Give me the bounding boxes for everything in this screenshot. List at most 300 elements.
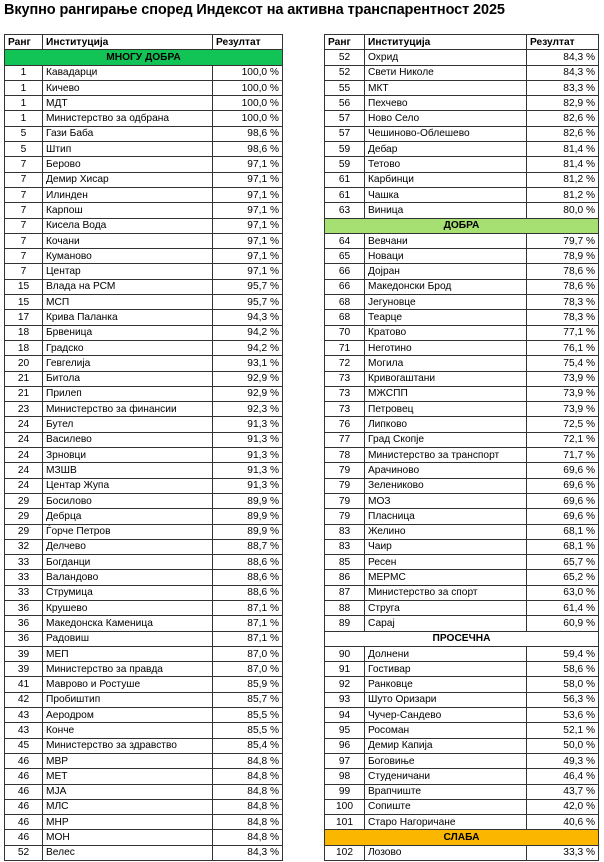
table-row: [5, 509, 283, 524]
table-row: [325, 723, 599, 738]
header-institution: Институција: [43, 35, 213, 50]
table-row: [325, 509, 599, 524]
score-cell: 91,3 %: [213, 432, 283, 447]
table-row: [325, 738, 599, 753]
table-row: [5, 677, 283, 692]
institution-cell: Демир Капија: [365, 738, 527, 753]
institution-cell: Кичево: [43, 80, 213, 95]
score-cell: 88,7 %: [213, 539, 283, 554]
institution-cell: Кисела Вода: [43, 218, 213, 233]
score-cell: 94,2 %: [213, 340, 283, 355]
table-row: [5, 325, 283, 340]
rank-cell: 1: [5, 80, 43, 95]
score-cell: 50,0 %: [527, 738, 599, 753]
institution-cell: МДТ: [43, 96, 213, 111]
rank-cell: 24: [5, 463, 43, 478]
table-row: [5, 524, 283, 539]
rank-cell: 101: [325, 815, 365, 830]
institution-cell: Кавадарци: [43, 65, 213, 80]
table-row: [5, 142, 283, 157]
table-row: [325, 203, 599, 218]
table-row: [5, 203, 283, 218]
rank-cell: 21: [5, 386, 43, 401]
score-cell: 88,6 %: [213, 555, 283, 570]
score-cell: 58,6 %: [527, 662, 599, 677]
score-cell: 49,3 %: [527, 753, 599, 768]
institution-cell: Министерство за спорт: [365, 585, 527, 600]
rank-cell: 79: [325, 463, 365, 478]
institution-cell: МЖСПП: [365, 386, 527, 401]
table-row: [5, 784, 283, 799]
rank-cell: 57: [325, 111, 365, 126]
rank-cell: 95: [325, 723, 365, 738]
rank-cell: 5: [5, 142, 43, 157]
institution-cell: Тетово: [365, 157, 527, 172]
institution-cell: Министерство за транспорт: [365, 448, 527, 463]
rank-cell: 59: [325, 142, 365, 157]
table-row: [5, 386, 283, 401]
institution-cell: Струмица: [43, 585, 213, 600]
score-cell: 87,1 %: [213, 631, 283, 646]
institution-cell: Липково: [365, 417, 527, 432]
score-cell: 87,1 %: [213, 616, 283, 631]
table-row: [325, 784, 599, 799]
table-row: [325, 753, 599, 768]
category-label: ПРОСЕЧНА: [325, 631, 599, 646]
rank-cell: 79: [325, 478, 365, 493]
table-row: [5, 708, 283, 723]
institution-cell: Центар Жупа: [43, 478, 213, 493]
rank-cell: 45: [5, 738, 43, 753]
score-cell: 84,8 %: [213, 753, 283, 768]
table-row: [325, 386, 599, 401]
rank-cell: 71: [325, 340, 365, 355]
rank-cell: 96: [325, 738, 365, 753]
rank-cell: 68: [325, 310, 365, 325]
institution-cell: Чашка: [365, 187, 527, 202]
rank-cell: 7: [5, 187, 43, 202]
score-cell: 63,0 %: [527, 585, 599, 600]
table-row: [5, 417, 283, 432]
rank-cell: 29: [5, 509, 43, 524]
table-row: [5, 172, 283, 187]
score-cell: 69,6 %: [527, 493, 599, 508]
institution-cell: Долнени: [365, 646, 527, 661]
ranking-table-left: [4, 34, 283, 861]
table-row: [325, 478, 599, 493]
table-row: [5, 432, 283, 447]
score-cell: 77,1 %: [527, 325, 599, 340]
score-cell: 100,0 %: [213, 65, 283, 80]
institution-cell: Куманово: [43, 249, 213, 264]
rank-cell: 102: [325, 845, 365, 860]
rank-cell: 65: [325, 249, 365, 264]
rank-cell: 33: [5, 570, 43, 585]
table-row: [5, 478, 283, 493]
institution-cell: МОН: [43, 830, 213, 845]
rank-cell: 24: [5, 448, 43, 463]
score-cell: 89,9 %: [213, 524, 283, 539]
header-row: [5, 35, 283, 50]
institution-cell: МЛС: [43, 799, 213, 814]
institution-cell: Кривогаштани: [365, 371, 527, 386]
rank-cell: 7: [5, 218, 43, 233]
score-cell: 91,3 %: [213, 417, 283, 432]
institution-cell: Градско: [43, 340, 213, 355]
rank-cell: 15: [5, 295, 43, 310]
table-row: [5, 662, 283, 677]
rank-cell: 66: [325, 264, 365, 279]
score-cell: 92,9 %: [213, 386, 283, 401]
rank-cell: 43: [5, 708, 43, 723]
score-cell: 94,2 %: [213, 325, 283, 340]
score-cell: 85,5 %: [213, 708, 283, 723]
rank-cell: 20: [5, 356, 43, 371]
table-row: [325, 142, 599, 157]
table-row: [325, 677, 599, 692]
table-row: [5, 646, 283, 661]
rank-cell: 52: [325, 65, 365, 80]
table-row: [325, 80, 599, 95]
table-row: [5, 493, 283, 508]
rank-cell: 36: [5, 631, 43, 646]
table-row: [5, 769, 283, 784]
institution-cell: Велес: [43, 845, 213, 860]
score-cell: 91,3 %: [213, 463, 283, 478]
institution-cell: Чаир: [365, 539, 527, 554]
institution-cell: Шуто Оризари: [365, 692, 527, 707]
rank-cell: 36: [5, 616, 43, 631]
rank-cell: 100: [325, 799, 365, 814]
rank-cell: 1: [5, 111, 43, 126]
score-cell: 100,0 %: [213, 111, 283, 126]
institution-cell: Охрид: [365, 50, 527, 65]
score-cell: 78,6 %: [527, 264, 599, 279]
institution-cell: Крива Паланка: [43, 310, 213, 325]
score-cell: 43,7 %: [527, 784, 599, 799]
rank-cell: 61: [325, 172, 365, 187]
header-rank: Ранг: [325, 35, 365, 50]
rank-cell: 29: [5, 493, 43, 508]
score-cell: 56,3 %: [527, 692, 599, 707]
rank-cell: 39: [5, 662, 43, 677]
table-row: [325, 187, 599, 202]
institution-cell: Могила: [365, 356, 527, 371]
institution-cell: Сарај: [365, 616, 527, 631]
rank-cell: 33: [5, 585, 43, 600]
table-row: [325, 402, 599, 417]
table-row: [325, 50, 599, 65]
rank-cell: 83: [325, 539, 365, 554]
table-row: [5, 96, 283, 111]
table-row: [325, 356, 599, 371]
table-row: [325, 233, 599, 248]
score-cell: 88,6 %: [213, 570, 283, 585]
rank-cell: 7: [5, 203, 43, 218]
institution-cell: Кратово: [365, 325, 527, 340]
institution-cell: Босилово: [43, 493, 213, 508]
table-row: [325, 570, 599, 585]
rank-cell: 46: [5, 815, 43, 830]
table-row: [325, 371, 599, 386]
score-cell: 75,4 %: [527, 356, 599, 371]
institution-cell: Министерство за финансии: [43, 402, 213, 417]
rank-cell: 93: [325, 692, 365, 707]
institution-cell: Македонски Брод: [365, 279, 527, 294]
score-cell: 84,8 %: [213, 830, 283, 845]
score-cell: 82,6 %: [527, 126, 599, 141]
institution-cell: Боговиње: [365, 753, 527, 768]
institution-cell: Богданци: [43, 555, 213, 570]
rank-cell: 7: [5, 249, 43, 264]
score-cell: 81,2 %: [527, 187, 599, 202]
score-cell: 89,9 %: [213, 509, 283, 524]
table-row: [5, 631, 283, 646]
table-row: [5, 402, 283, 417]
rank-cell: 63: [325, 203, 365, 218]
institution-cell: МСП: [43, 295, 213, 310]
rank-cell: 5: [5, 126, 43, 141]
header-row: [325, 35, 599, 50]
institution-cell: Желино: [365, 524, 527, 539]
score-cell: 87,1 %: [213, 600, 283, 615]
score-cell: 94,3 %: [213, 310, 283, 325]
score-cell: 97,1 %: [213, 157, 283, 172]
score-cell: 82,9 %: [527, 96, 599, 111]
score-cell: 91,3 %: [213, 478, 283, 493]
institution-cell: Гостивар: [365, 662, 527, 677]
rank-cell: 76: [325, 417, 365, 432]
institution-cell: Петровец: [365, 402, 527, 417]
table-row: [325, 432, 599, 447]
rank-cell: 92: [325, 677, 365, 692]
table-row: [5, 264, 283, 279]
table-row: [5, 157, 283, 172]
institution-cell: Ресен: [365, 555, 527, 570]
rank-cell: 73: [325, 386, 365, 401]
table-row: [5, 753, 283, 768]
table-row: [325, 708, 599, 723]
institution-cell: Ново Село: [365, 111, 527, 126]
institution-cell: Теарце: [365, 310, 527, 325]
institution-cell: Валандово: [43, 570, 213, 585]
rank-cell: 83: [325, 524, 365, 539]
institution-cell: Битола: [43, 371, 213, 386]
table-row: [325, 325, 599, 340]
score-cell: 68,1 %: [527, 524, 599, 539]
table-row: [5, 295, 283, 310]
institution-cell: Прилеп: [43, 386, 213, 401]
table-row: [5, 356, 283, 371]
table-row: [325, 616, 599, 631]
rank-cell: 1: [5, 96, 43, 111]
rank-cell: 98: [325, 769, 365, 784]
institution-cell: Министерство за одбрана: [43, 111, 213, 126]
institution-cell: Град Скопје: [365, 432, 527, 447]
score-cell: 98,6 %: [213, 126, 283, 141]
score-cell: 33,3 %: [527, 845, 599, 860]
rank-cell: 7: [5, 157, 43, 172]
table-row: [5, 249, 283, 264]
institution-cell: Влада на РСМ: [43, 279, 213, 294]
score-cell: 60,9 %: [527, 616, 599, 631]
score-cell: 92,3 %: [213, 402, 283, 417]
table-row: [325, 279, 599, 294]
institution-cell: Сопиште: [365, 799, 527, 814]
score-cell: 84,8 %: [213, 784, 283, 799]
table-row: [5, 600, 283, 615]
category-row: [325, 830, 599, 845]
table-row: [325, 157, 599, 172]
score-cell: 73,9 %: [527, 386, 599, 401]
institution-cell: МЕРМС: [365, 570, 527, 585]
rank-cell: 52: [325, 50, 365, 65]
rank-cell: 46: [5, 769, 43, 784]
score-cell: 53,6 %: [527, 708, 599, 723]
rank-cell: 7: [5, 233, 43, 248]
score-cell: 84,3 %: [527, 65, 599, 80]
table-row: [325, 662, 599, 677]
rank-cell: 59: [325, 157, 365, 172]
score-cell: 95,7 %: [213, 279, 283, 294]
institution-cell: Арачиново: [365, 463, 527, 478]
rank-cell: 24: [5, 432, 43, 447]
institution-cell: Пробиштип: [43, 692, 213, 707]
institution-cell: Демир Хисар: [43, 172, 213, 187]
institution-cell: Василево: [43, 432, 213, 447]
institution-cell: Зрновци: [43, 448, 213, 463]
table-row: [325, 96, 599, 111]
score-cell: 52,1 %: [527, 723, 599, 738]
institution-cell: Крушево: [43, 600, 213, 615]
institution-cell: Ранковце: [365, 677, 527, 692]
institution-cell: МЕТ: [43, 769, 213, 784]
score-cell: 97,1 %: [213, 203, 283, 218]
institution-cell: МЕП: [43, 646, 213, 661]
rank-cell: 79: [325, 493, 365, 508]
score-cell: 61,4 %: [527, 600, 599, 615]
table-row: [325, 799, 599, 814]
table-row: [5, 723, 283, 738]
score-cell: 73,9 %: [527, 402, 599, 417]
score-cell: 92,9 %: [213, 371, 283, 386]
score-cell: 97,1 %: [213, 172, 283, 187]
institution-cell: Новаци: [365, 249, 527, 264]
rank-cell: 85: [325, 555, 365, 570]
rank-cell: 79: [325, 509, 365, 524]
rank-cell: 72: [325, 356, 365, 371]
rank-cell: 68: [325, 295, 365, 310]
institution-cell: Свети Николе: [365, 65, 527, 80]
table-row: [325, 126, 599, 141]
score-cell: 97,1 %: [213, 249, 283, 264]
institution-cell: Вевчани: [365, 233, 527, 248]
score-cell: 81,4 %: [527, 157, 599, 172]
score-cell: 84,8 %: [213, 815, 283, 830]
score-cell: 95,7 %: [213, 295, 283, 310]
rank-cell: 89: [325, 616, 365, 631]
rank-cell: 39: [5, 646, 43, 661]
institution-cell: Министерство за правда: [43, 662, 213, 677]
institution-cell: Росоман: [365, 723, 527, 738]
table-row: [325, 600, 599, 615]
table-row: [325, 585, 599, 600]
score-cell: 83,3 %: [527, 80, 599, 95]
institution-cell: Неготино: [365, 340, 527, 355]
rank-cell: 61: [325, 187, 365, 202]
table-row: [325, 264, 599, 279]
table-row: [5, 570, 283, 585]
score-cell: 100,0 %: [213, 80, 283, 95]
rank-cell: 21: [5, 371, 43, 386]
score-cell: 88,6 %: [213, 585, 283, 600]
table-row: [325, 172, 599, 187]
header-score: Резултат: [213, 35, 283, 50]
category-label: МНОГУ ДОБРА: [5, 50, 283, 65]
score-cell: 91,3 %: [213, 448, 283, 463]
score-cell: 68,1 %: [527, 539, 599, 554]
header-score: Резултат: [527, 35, 599, 50]
institution-cell: Гази Баба: [43, 126, 213, 141]
score-cell: 93,1 %: [213, 356, 283, 371]
table-row: [5, 371, 283, 386]
rank-cell: 97: [325, 753, 365, 768]
rank-cell: 86: [325, 570, 365, 585]
score-cell: 58,0 %: [527, 677, 599, 692]
institution-cell: Струга: [365, 600, 527, 615]
table-row: [5, 845, 283, 860]
rank-cell: 90: [325, 646, 365, 661]
rank-cell: 7: [5, 172, 43, 187]
score-cell: 40,6 %: [527, 815, 599, 830]
category-label: СЛАБА: [325, 830, 599, 845]
rank-cell: 77: [325, 432, 365, 447]
institution-cell: Гевгелија: [43, 356, 213, 371]
rank-cell: 66: [325, 279, 365, 294]
rank-cell: 46: [5, 830, 43, 845]
institution-cell: Карбинци: [365, 172, 527, 187]
score-cell: 42,0 %: [527, 799, 599, 814]
rank-cell: 33: [5, 555, 43, 570]
score-cell: 79,7 %: [527, 233, 599, 248]
ranking-table-right: [324, 34, 599, 861]
rank-cell: 29: [5, 524, 43, 539]
institution-cell: Берово: [43, 157, 213, 172]
institution-cell: Илинден: [43, 187, 213, 202]
score-cell: 76,1 %: [527, 340, 599, 355]
rank-cell: 64: [325, 233, 365, 248]
table-row: [325, 692, 599, 707]
table-row: [5, 126, 283, 141]
rank-cell: 46: [5, 753, 43, 768]
institution-cell: Штип: [43, 142, 213, 157]
table-row: [5, 815, 283, 830]
institution-cell: Радовиш: [43, 631, 213, 646]
score-cell: 84,3 %: [213, 845, 283, 860]
institution-cell: Дебар: [365, 142, 527, 157]
institution-cell: Македонска Каменица: [43, 616, 213, 631]
rank-cell: 42: [5, 692, 43, 707]
score-cell: 85,9 %: [213, 677, 283, 692]
institution-cell: Виница: [365, 203, 527, 218]
score-cell: 81,4 %: [527, 142, 599, 157]
institution-cell: МЗШВ: [43, 463, 213, 478]
table-row: [5, 448, 283, 463]
institution-cell: Јегуновце: [365, 295, 527, 310]
table-row: [5, 555, 283, 570]
table-row: [325, 295, 599, 310]
table-row: [5, 279, 283, 294]
